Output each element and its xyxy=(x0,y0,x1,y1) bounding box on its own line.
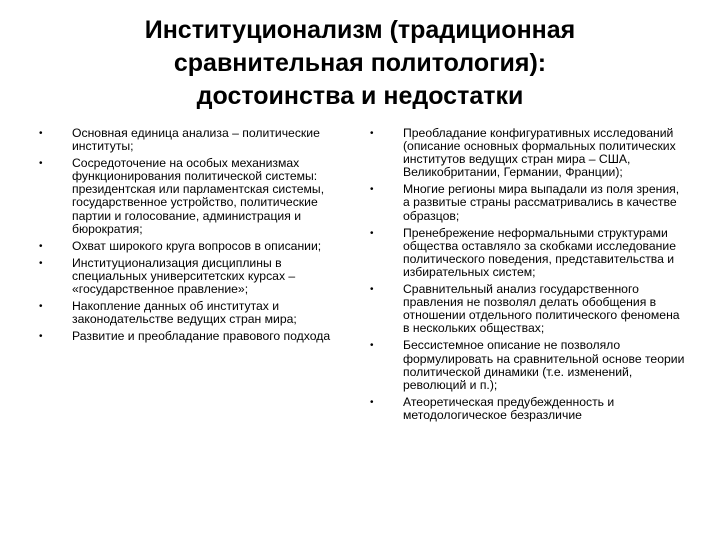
bullet: • xyxy=(39,240,43,252)
list-item-text: Преобладание конфигуративных исследований (описание основных формальных политических институтов ведущих стран мира – США, Великобритании, Германии, Франции); xyxy=(403,126,676,180)
list-item xyxy=(367,183,685,222)
list-item xyxy=(36,257,354,296)
bullet: • xyxy=(370,396,374,408)
list-item xyxy=(367,283,685,335)
bullet: • xyxy=(370,284,374,296)
title-line-1: Институционализм (традиционная xyxy=(144,16,576,44)
list-item-text: Основная единица анализа – политические институты; xyxy=(72,126,320,154)
list-item xyxy=(367,227,685,279)
list-item xyxy=(36,127,354,153)
list-item-text: Охват широкого круга вопросов в описании; xyxy=(72,238,322,253)
advantages-list xyxy=(36,127,354,347)
list-item-text: Накопление данных об институтах и законодательстве ведущих стран мира; xyxy=(72,299,297,327)
bullet: • xyxy=(370,340,374,352)
list-item-text: Институционализация дисциплины в специальных университетских курсах – «государственное правление»; xyxy=(72,255,296,297)
list-item-text: Сравнительный анализ государственного правления не позволял делать обобщения в отношении отдельного политического феномена в нескольких обществах; xyxy=(403,282,680,336)
list-item xyxy=(36,300,354,326)
list-item xyxy=(36,157,354,236)
list-item-text: Сосредоточение на особых механизмах функционирования политической системы: президентская или парламентская системы, государственное устройство, политические партии и голосование, администрация и бюрократия; xyxy=(72,156,325,236)
list-item-text: Атеоретическая предубежденность и методологическое безразличие xyxy=(403,394,615,422)
list-item xyxy=(36,330,354,343)
list-item-text: Многие регионы мира выпадали из поля зрения, а развитые страны рассматривались в качестве образцов; xyxy=(403,182,680,223)
list-item-text: Пренебрежение неформальными структурами общества оставляло за скобками исследование политического поведения, представительства и избирательных систем; xyxy=(403,225,676,279)
bullet: • xyxy=(370,184,374,196)
bullet: • xyxy=(370,227,374,239)
title-line-2: сравнительная политология): xyxy=(173,49,547,77)
bullet: • xyxy=(39,331,43,343)
bullet: • xyxy=(370,128,374,139)
bullet: • xyxy=(39,158,43,170)
bullet: • xyxy=(39,257,43,269)
list-item-text: Бессистемное описание не позволяло формулировать на сравнительной основе теории политической динамики (т.е. изменений, революций и п.); xyxy=(403,338,685,392)
title-line-3: достоинства и недостатки xyxy=(196,82,524,110)
list-item xyxy=(367,127,685,179)
bullet: • xyxy=(39,301,43,313)
disadvantages-list xyxy=(367,127,685,426)
list-item xyxy=(367,339,685,391)
list-item xyxy=(367,396,685,422)
list-item xyxy=(36,240,354,253)
bullet: • xyxy=(39,128,43,139)
list-item-text: Развитие и преобладание правового подхода xyxy=(72,329,331,344)
slide-title xyxy=(60,14,660,113)
